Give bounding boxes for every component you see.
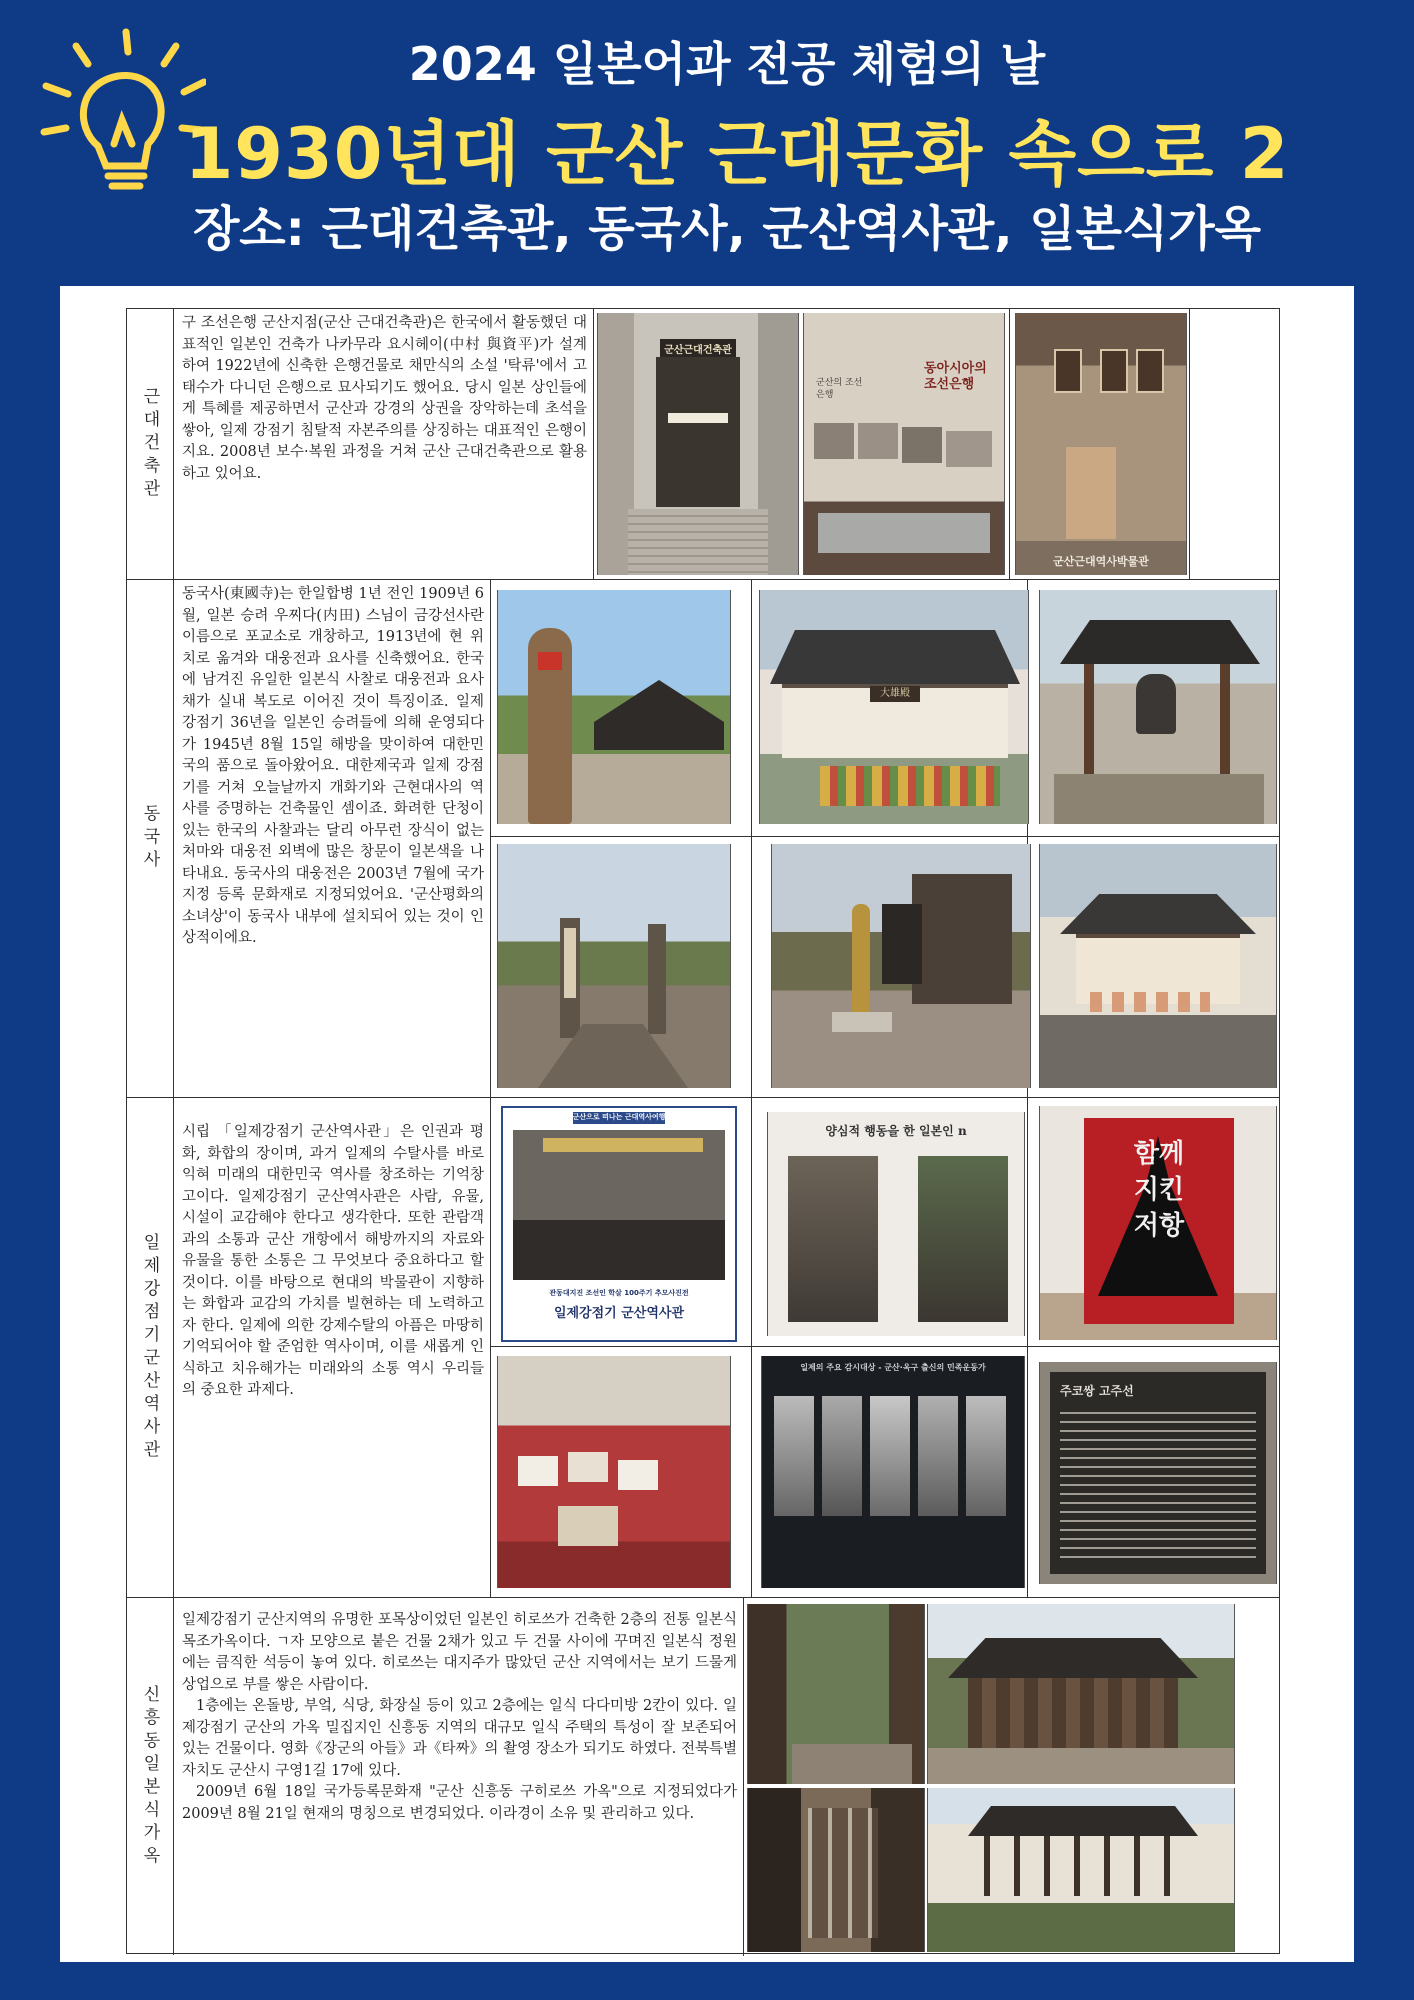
peace-girl-statue-photo xyxy=(771,844,1031,1088)
section-label: 동국사 xyxy=(127,580,174,1097)
section-text: 구 조선은행 군산지점(군산 근대건축관)은 한국에서 활동했던 대표적인 일본인 건축가 나카무라 요시헤이(中村 與資平)가 설계하여 1922년에 신축한 은행건물로 채만식의 소설 '탁류'에서 고태수가 다니던 은행으로 묘사되기도 했어요. 당시 일본 상인들에게 특혜를 제공하면서 군산과 강경의 상권을 장악하는데 초석을 쌓아, 일제 강점기 침탈적 자본주의를 상징하는 대표적인 은행이지요. 2008년 보수·복원 과정을 거쳐 군산 근대건축관으로 활용하고 있어요. xyxy=(182,315,587,482)
section-text: 동국사(東國寺)는 한일합병 1년 전인 1909년 6월, 일본 승려 우찌다(内田) 스님이 금강선사란 이름으로 포교소로 개창하고, 1913년에 현 위치로 옮겨와 대웅전과 요사를 신축했어요. 한국에 남겨진 유일한 일본식 사찰로 대웅전과 요사채가 실내 복도로 이어진 것이 특징이죠. 일제 강점기 36년을 일본인 승려들에 의해 운영되다가 1945년 8월 15일 해방을 맞이하여 대한민국의 품으로 돌아왔어요. 대한제국과 일제 강점기를 거쳐 오늘날까지 개화기와 근현대사의 역사를 증명하는 건축물인 셈이죠. 화려한 단청이 있는 한국의 사찰과는 달리 아무런 장식이 없는 처마와 대웅전 외벽에 많은 창문이 일본색을 나타내요. 동국사의 대웅전은 2003년 7월에 국가지정 등록 문화재로 지정되었어요. '군산평화의소녀상'이 동국사 내부에 설치되어 있는 것이 인상적이에요. xyxy=(182,586,484,946)
conscience-exhibit-photo: 양심적 행동을 한 일본인 n xyxy=(767,1112,1025,1336)
corridor-photo xyxy=(747,1788,925,1952)
section-text: 일제강점기 군산지역의 유명한 포목상이었던 일본인 히로쓰가 건축한 2층의 전통 일본식 목조가옥이다. ㄱ자 모양으로 붙은 건물 2채가 있고 두 건물 사이에 꾸며진 일본식 정원에는 큼직한 석등이 놓여 있다. 히로쓰는 대지주가 많았던 군산 지역에서는 보기 드물게 상업으로 부를 쌓은 사람이다. 1층에는 온돌방, 부엌, 식당, 화장실 등이 있고 2층에는 일식 다다미방 2칸이 있다. 일제강점기 군산의 가옥 밀집지인 신흥동 지역의 대규모 일식 주택의 특성이 잘 보존되어 있는 건물이다. 영화《장군의 아들》과《타짜》의 촬영 장소가 되기도 하였다. 전북특별자치도 군산시 구영1길 17에 있다. 2009년 6월 18일 국가등록문화재 "군산 신흥동 구히로쓰 가옥"으로 지정되었다가 2009년 8월 21일 현재의 명칭으로 변경되었다. 이라경이 소유 및 관리하고 있다. xyxy=(182,1612,737,1822)
section-modern-architecture xyxy=(127,309,1279,579)
event-subtitle: 2024 일본어과 전공 체험의 날 xyxy=(408,37,1046,91)
section-label: 근대건축관 xyxy=(127,309,174,579)
location-line: 장소: 근대건축관, 동국사, 군산역사관, 일본식가옥 xyxy=(192,201,1262,257)
section-japanese-house xyxy=(127,1597,1279,1955)
building-model-photo: 군산근대역사박물관 xyxy=(1015,313,1187,575)
bell-pavilion-photo xyxy=(1039,590,1277,824)
display-case-photo xyxy=(497,1356,731,1588)
info-plaque-photo: 주코쌍 고주선 xyxy=(1039,1362,1277,1584)
section-label: 일제강점기군산역사관 xyxy=(127,1098,174,1597)
bank-entrance-photo: 군산근대건축관 xyxy=(597,313,799,575)
page-title: 1930년대 군산 근대문화 속으로 2 xyxy=(184,113,1290,195)
content-table xyxy=(126,308,1280,1954)
section-history-museum xyxy=(127,1097,1279,1597)
exhibit-wall-photo: 동아시아의 조선은행 군산의 조선은행 xyxy=(803,313,1005,575)
content-sheet xyxy=(60,286,1354,1962)
temple-courtyard-photo xyxy=(1039,844,1277,1088)
section-label: 신흥동일본식가옥 xyxy=(127,1598,174,1955)
main-hall-photo: 大雄殿 xyxy=(759,590,1029,824)
calligraphy-banner-photo: 함께 지킨 저항 xyxy=(1039,1106,1277,1340)
section-dongguksa xyxy=(127,579,1279,1097)
independence-activists-photo: 일제의 주요 감시대상 - 군산·옥구 출신의 민족운동가 xyxy=(761,1356,1025,1588)
temple-gate-path-photo xyxy=(497,844,731,1088)
section-text: 시립 「일제강점기 군산역사관」은 인권과 평화, 화합의 장이며, 과거 일제의 수탈사를 바로 익혀 미래의 대한민국 역사를 창조하는 기억창고이다. 일제강점기 군산역사관은 사람, 유물, 시설이 교감해야 한다고 생각한다. 또한 관람객과의 소통과 군산 개항에서 해방까지의 자료와 유물을 통한 소통은 그 무엇보다 중요하다고 할 것이다. 이를 바탕으로 현대의 박물관이 지향하는 화합과 교감의 가치를 빌현하는 데 노력하고자 한다. 일제에 의한 강제수탈의 아픔은 마땅히 기억되어야 할 준엄한 역사이며, 이를 새롭게 인식하고 치유해가는 미래와의 소통 역시 우리들의 중요한 과제다. xyxy=(182,1124,484,1398)
two-story-house-photo xyxy=(927,1788,1235,1952)
header xyxy=(0,0,1414,280)
veranda-garden-photo xyxy=(747,1604,925,1784)
buddha-statue-photo xyxy=(497,590,731,824)
museum-building-photo: 군산으로 떠나는 근대역사여행 관동대지진 조선인 학살 100주기 추모사진전 일제강점기 군산역사관 xyxy=(501,1106,737,1342)
wooden-house-photo xyxy=(927,1604,1235,1784)
